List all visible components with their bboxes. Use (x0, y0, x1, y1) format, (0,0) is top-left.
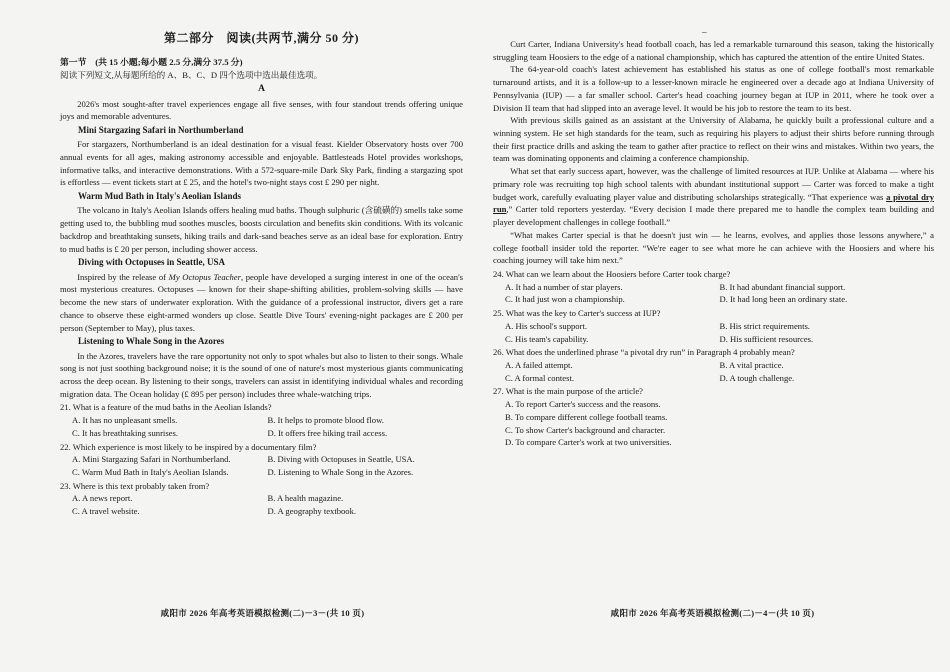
option: A. It has no unpleasant smells. (72, 415, 178, 426)
option: D. It had long been an ordinary state. (719, 294, 848, 305)
option: C. A formal contest. (505, 372, 574, 383)
question-25: 25. What was the key to Carter's success at IUP? (493, 308, 661, 319)
page-footer: 咸阳市 2026 年高考英语模拟检测(二)－3－(共 10 页) (160, 608, 365, 619)
option: B. It had abundant financial support. (719, 281, 846, 292)
paragraph-mud-bath: The volcano in Italy's Aeolian Islands offers healing mud baths. Though sulphuric (含硫磺的) smells take some getting used to, the bubbling mud soothes muscles, boosts circulation and benefits skin conditions. With its volcanic backdrop and breathtaking sunsets, hiking trails and dark-sand beaches serve as an ideal base for exploration. Entry to mud baths is £ 20 per person, including shower access. (60, 205, 463, 254)
question-25-options (493, 320, 934, 345)
section-title: 第一节 (共 15 小题;每小题 2.5 分,满分 37.5 分) (60, 56, 243, 67)
passage-intro: 2026's most sought-after travel experiences engage all five senses, with four standout trends offering unique joys and memorable adventures. (60, 98, 463, 122)
option: A. It had a number of star players. (505, 281, 623, 292)
option: B. To compare different college football teams. (505, 411, 668, 422)
question-22: 22. Which experience is most likely to be inspired by a documentary film? (60, 441, 317, 452)
question-23-options (60, 492, 463, 517)
question-26-options (493, 359, 934, 384)
option: A. A failed attempt. (505, 359, 573, 370)
paragraph-whale: In the Azores, travelers have the rare opportunity not only to spot whales but also to listen to their songs. Whale song is not just soothing background noise; it is the sound of one of nature's most mysterious giants communicating across the deep ocean. By listening to their songs, travelers can assist in identifying individual whales and recording migration data. The Ocean holiday (£ 895 per person) includes three whale-watching trips. (60, 350, 463, 399)
documentary-title: My Octopus Teacher (168, 271, 241, 282)
option: D. Listening to Whale Song in the Azores. (267, 467, 414, 478)
passage-letter: A (258, 84, 265, 95)
subheading-stargazing: Mini Stargazing Safari in Northumberland (78, 124, 244, 135)
paragraph-4-part1: What set that early success apart, however, was the challenge of limited resources at IUP. Unlike at Alabama — where his primary role was recruiting top high school talents with abundant institutional support — Carter was forced to make a tight budget work, carefully evaluating player value and distributing scholarships strategically. “That experience was (493, 166, 934, 202)
option: A. To report Carter's success and the reasons. (505, 399, 661, 410)
question-24: 24. What can we learn about the Hoosiers before Carter took charge? (493, 268, 731, 279)
question-27: 27. What is the main purpose of the article? (493, 386, 643, 397)
option: B. His strict requirements. (719, 320, 810, 331)
option: B. It helps to promote blood flow. (267, 415, 384, 426)
option: C. To show Carter's background and character. (505, 424, 666, 435)
option: C. It had just won a championship. (505, 294, 625, 305)
option: C. Warm Mud Bath in Italy's Aeolian Islands. (72, 467, 229, 478)
paragraph-octopus-part2: , people have developed a surging interest in one of the ocean's most mysterious creatures. Octopuses — known for their shape-shifting abilities, problem-solving skills — have become the new stars of underwater exploration. With the guidance of a professional instructor, divers get a rare chance to observe these eight-armed wonders up close. Seattle Dive Tours' evening-night packages are £ 200 per person (September to May), plus taxes. (60, 271, 463, 333)
question-23: 23. Where is this text probably taken from? (60, 480, 210, 491)
page-mark: – (702, 27, 707, 37)
paragraph-octopus-part1: Inspired by the release of (77, 271, 169, 282)
paragraph-4 (493, 165, 934, 229)
question-26: 26. What does the underlined phrase “a pivotal dry run” in Paragraph 4 probably mean? (493, 347, 795, 358)
paragraph-octopus (60, 271, 463, 335)
instruction: 阅读下列短文,从每题所给的 A、B、C、D 四个选项中选出最佳选项。 (60, 69, 323, 80)
option: C. A travel website. (72, 506, 140, 517)
option: A. A news report. (72, 493, 133, 504)
paragraph-3: With previous skills gained as an assistant at the University of Alabama, he quickly built a professional culture and a winning system. He set high standards for the team, such as requiring his players to adjust their shirts before running through their first practice drills and asking the team to gather after practice to reflect on their wins and mistakes. Within two years, the team was dominating opponents and claiming a conference championship. (493, 115, 934, 164)
option: C. His team's capability. (505, 333, 589, 344)
option: B. A health magazine. (267, 493, 344, 504)
option: D. A tough challenge. (719, 372, 795, 383)
question-27-options (493, 398, 934, 449)
subheading-octopus: Diving with Octopuses in Seattle, USA (78, 257, 226, 268)
underlined-phrase: a pivotal dry run (493, 191, 934, 215)
subheading-mud-bath: Warm Mud Bath in Italy's Aeolian Islands (78, 191, 242, 202)
paragraph-2: The 64-year-old coach's latest achievement has established his status as one of college football's most remarkable turnaround artists, and it is a follow-up to a lesser-known miracle he engineered over a decade ago at Indiana University of Pennsylvania (IUP) — a far smaller school. Carter's head coaching journey began at IUP in 2011, where he took over a Division II team that had slipped into an average level. It would be his job to restore the team to its best. (493, 64, 934, 113)
question-22-options (60, 453, 463, 478)
option: D. It offers free hiking trail access. (267, 427, 388, 438)
option: B. Diving with Octopuses in Seattle, USA. (267, 454, 415, 465)
part-title: 第二部分 阅读(共两节,满分 50 分) (164, 31, 359, 45)
question-21: 21. What is a feature of the mud baths in the Aeolian Islands? (60, 402, 272, 413)
question-21-options (60, 414, 463, 439)
option: A. His school's support. (505, 320, 587, 331)
paragraph-1: Curt Carter, Indiana University's head football coach, has led a remarkable turnaround this season, taking the historically struggling team Hoosiers to the edge of a national championship, which has captured the attention of the entire United States. (493, 39, 934, 62)
paragraph-4-part2: ,” Carter told reporters yesterday. “Every decision I made there prepared me to handle the complex team building and player development challenges in college football.” (493, 204, 934, 228)
paragraph-stargazing: For stargazers, Northumberland is an ideal destination for a visual feast. Kielder Observatory hosts over 700 annual events for all ages, making astronomy accessible and enjoyable. Battlesteads Hotel provides workshops, informative talks, and interactive demonstrations. With a 572-square-mile Dark Sky Park, finding a stargazing spot is effortless — event tickets start at £ 25, and the hotel's two-night stays cost £ 290 per night. (60, 139, 463, 188)
paragraph-5: “What makes Carter special is that he doesn't just win — he learns, evolves, and applies those lessons anywhere,” a college football insider told the reporter. “We're eager to see what more he can achieve with the Hoosiers and where his coaching journey will take him next.” (493, 229, 934, 266)
question-24-options (493, 281, 934, 306)
subheading-whale: Listening to Whale Song in the Azores (78, 336, 225, 347)
option: A. Mini Stargazing Safari in Northumberland. (72, 454, 231, 465)
option: D. A geography textbook. (267, 506, 357, 517)
option: C. It has breathtaking sunrises. (72, 427, 178, 438)
page-footer: 咸阳市 2026 年高考英语模拟检测(二)－4－(共 10 页) (610, 608, 815, 619)
option: B. A vital practice. (719, 359, 784, 370)
option: D. To compare Carter's work at two universities. (505, 437, 672, 448)
option: D. His sufficient resources. (719, 333, 814, 344)
right-page (475, 0, 950, 672)
